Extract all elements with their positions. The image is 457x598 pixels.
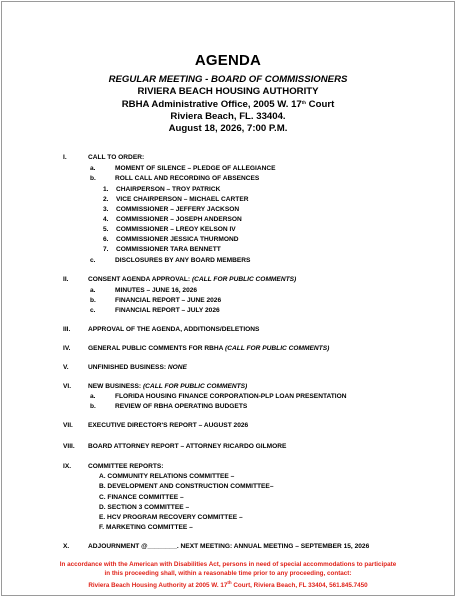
committee-item: B. DEVELOPMENT AND CONSTRUCTION COMMITTEE– xyxy=(99,483,274,490)
item-marker: a. xyxy=(90,393,96,400)
section-title xyxy=(88,383,247,391)
committee-item: A. COMMUNITY RELATIONS COMMITTEE – xyxy=(99,473,235,480)
section-number: III. xyxy=(63,326,71,333)
section-title: BOARD ATTORNEY REPORT – ATTORNEY RICARDO GILMORE xyxy=(88,443,287,450)
ada-notice-line1: In accordance with the American with Disabilities Act, persons in need of special accommodations to participate xyxy=(59,561,397,568)
ada-notice-line3: Riviera Beach Housing Authority at 2005 W. 17th Court, Riviera Beach, FL 33404, 561.845.7450 xyxy=(88,580,368,589)
item-marker: c. xyxy=(90,257,96,264)
roll-number: 5. xyxy=(103,226,109,233)
committee-item: C. FINANCE COMMITTEE – xyxy=(99,494,184,501)
section-number: IX. xyxy=(63,463,72,470)
section-note: (CALL FOR PUBLIC COMMENTS) xyxy=(142,383,248,390)
section-title-text: NEW BUSINESS: xyxy=(88,383,142,390)
agenda-page xyxy=(1,1,455,596)
section-title: ADJOURNMENT @________. NEXT MEETING: ANNUAL MEETING – SEPTEMBER 15, 2026 xyxy=(88,543,370,550)
agenda-title: AGENDA xyxy=(194,52,262,69)
meeting-type: REGULAR MEETING - BOARD OF COMMISSIONERS xyxy=(108,74,348,85)
meeting-date-time: August 18, 2026, 7:00 P.M. xyxy=(168,123,288,134)
committee-item: E. HCV PROGRAM RECOVERY COMMITTEE – xyxy=(99,514,243,521)
section-number: VII. xyxy=(63,422,73,429)
roll-number: 1. xyxy=(103,186,109,193)
agenda-item: MOMENT OF SILENCE – PLEDGE OF ALLEGIANCE xyxy=(115,165,276,172)
section-title xyxy=(88,276,296,284)
roll-item: COMMISSIONER – JEFFERY JACKSON xyxy=(116,206,240,213)
section-title: EXECUTIVE DIRECTOR'S REPORT – AUGUST 2026 xyxy=(88,422,249,429)
section-title xyxy=(88,364,187,372)
item-marker: c. xyxy=(90,307,96,314)
section-title xyxy=(88,345,329,353)
roll-item: COMMISSIONER JESSICA THURMOND xyxy=(116,236,239,243)
committee-item: F. MARKETING COMMITTEE – xyxy=(99,524,193,531)
roll-number: 3. xyxy=(103,206,109,213)
section-title: APPROVAL OF THE AGENDA, ADDITIONS/DELETIONS xyxy=(88,326,260,333)
section-note: (CALL FOR PUBLIC COMMENTS) xyxy=(225,345,330,352)
item-marker: b. xyxy=(90,175,96,182)
ada-notice-line2: in this proceeding shall, within a reasonable time prior to any proceeding, contact: xyxy=(104,570,352,577)
section-number: V. xyxy=(63,364,69,371)
roll-number: 4. xyxy=(103,216,109,223)
office-city: Riviera Beach, FL. 33404. xyxy=(170,111,286,122)
section-title-text: CONSENT AGENDA APPROVAL: xyxy=(88,276,191,283)
section-title: CALL TO ORDER: xyxy=(88,154,145,161)
section-number: VIII. xyxy=(63,443,75,450)
roll-number: 7. xyxy=(103,246,109,253)
agenda-item: ROLL CALL AND RECORDING OF ABSENCES xyxy=(115,175,260,182)
agenda-item: FLORIDA HOUSING FINANCE CORPORATION-PLP LOAN PRESENTATION xyxy=(115,393,347,400)
item-marker: a. xyxy=(90,287,96,294)
agenda-item: FINANCIAL REPORT – JUNE 2026 xyxy=(115,297,222,304)
roll-item: VICE CHAIRPERSON – MICHAEL CARTER xyxy=(116,196,249,203)
committee-item: D. SECTION 3 COMMITTEE – xyxy=(99,504,190,511)
roll-number: 2. xyxy=(103,196,109,203)
agenda-item: FINANCIAL REPORT – JULY 2026 xyxy=(115,307,220,314)
item-marker: b. xyxy=(90,297,96,304)
section-number: II. xyxy=(63,276,69,283)
section-number: VI. xyxy=(63,383,72,390)
office-address: RBHA Administrative Office, 2005 W. 17th Court xyxy=(121,99,335,110)
section-note: NONE xyxy=(167,364,187,371)
authority-name: RIVIERA BEACH HOUSING AUTHORITY xyxy=(137,86,319,97)
section-number: IV. xyxy=(63,345,71,352)
roll-item: COMMISSIONER – LREOY KELSON IV xyxy=(116,226,236,233)
section-number: X. xyxy=(63,543,70,550)
item-marker: b. xyxy=(90,403,96,410)
agenda-item: MINUTES – JUNE 16, 2026 xyxy=(115,287,198,294)
section-title-text: GENERAL PUBLIC COMMENTS FOR RBHA xyxy=(88,345,224,352)
section-title-text: UNFINISHED BUSINESS: xyxy=(88,364,167,371)
section-title: COMMITTEE REPORTS: xyxy=(88,463,164,470)
agenda-item: REVIEW OF RBHA OPERATING BUDGETS xyxy=(115,403,248,410)
agenda-item: DISCLOSURES BY ANY BOARD MEMBERS xyxy=(115,257,251,264)
roll-item: CHAIRPERSON – TROY PATRICK xyxy=(116,186,221,193)
roll-item: COMMISSIONER TARA BENNETT xyxy=(116,246,221,253)
section-note: (CALL FOR PUBLIC COMMENTS) xyxy=(191,276,297,283)
roll-item: COMMISSIONER – JOSEPH ANDERSON xyxy=(116,216,242,223)
item-marker: a. xyxy=(90,165,96,172)
roll-number: 6. xyxy=(103,236,109,243)
section-number: I. xyxy=(63,154,67,161)
